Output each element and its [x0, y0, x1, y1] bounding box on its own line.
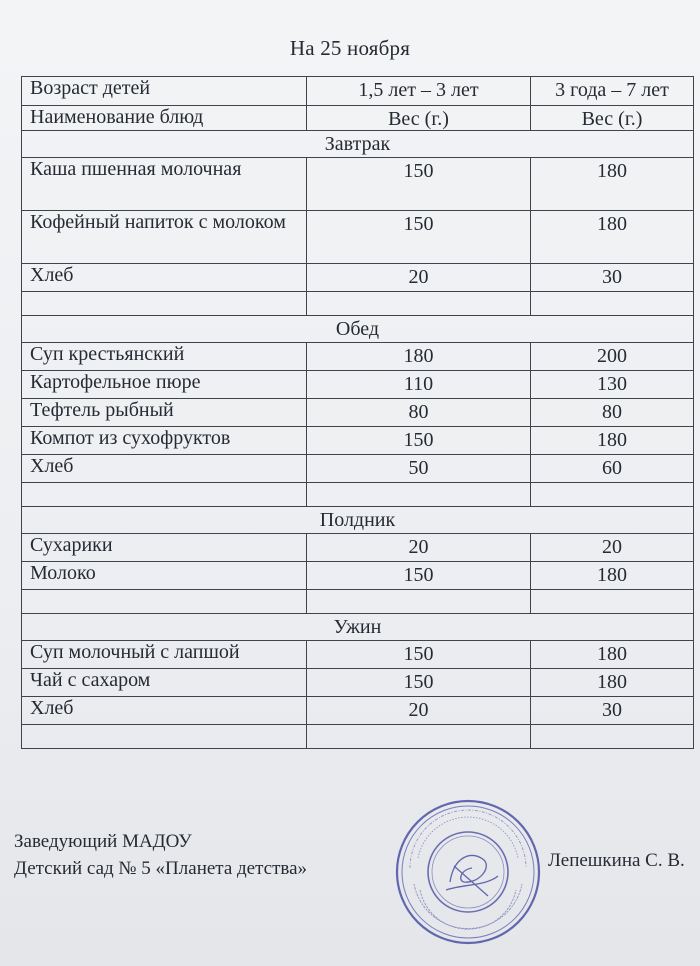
weight-old: 80: [531, 399, 694, 427]
weight-old: 30: [531, 697, 694, 725]
section-breakfast-header: [22, 131, 694, 158]
table-row: [22, 343, 694, 371]
official-stamp-seal: [394, 798, 542, 946]
weight-old-header: Вес (г.): [531, 106, 694, 131]
section-snack-header: [22, 507, 694, 534]
dish-name: Хлеб: [22, 697, 307, 725]
blank-cell: [307, 590, 531, 614]
weight-old: 180: [531, 562, 694, 590]
weight-old: 180: [531, 641, 694, 669]
dish-name: Молоко: [22, 562, 307, 590]
weight-young: 150: [307, 562, 531, 590]
weight-young: 20: [307, 534, 531, 562]
blank-cell: [531, 292, 694, 316]
dish-name: Хлеб: [22, 264, 307, 292]
section-lunch-header: [22, 316, 694, 343]
blank-cell: [22, 292, 307, 316]
page-title: На 25 ноября: [289, 36, 411, 60]
blank-cell: [22, 725, 307, 749]
blank-row: [22, 590, 694, 614]
table-row: [22, 697, 694, 725]
dish-name: Тефтель рыбный: [22, 399, 307, 427]
dish-name: Суп крестьянский: [22, 343, 307, 371]
weight-old: 180: [531, 158, 694, 211]
weight-young: 180: [307, 343, 531, 371]
dish-name: Картофельное пюре: [22, 371, 307, 399]
weight-old: 180: [531, 669, 694, 697]
menu-table: [21, 76, 694, 749]
table-row: [22, 427, 694, 455]
dish-name: Кофейный напиток с молоком: [22, 211, 307, 264]
blank-cell: [22, 590, 307, 614]
table-row: [22, 562, 694, 590]
blank-cell: [22, 483, 307, 507]
section-title: Обед: [22, 316, 694, 343]
footer-position: Заведующий МАДОУ: [14, 831, 192, 852]
footer-signature-block: [14, 828, 307, 882]
weight-old: 60: [531, 455, 694, 483]
blank-cell: [531, 590, 694, 614]
footer-signatory: Лепешкина С. В.: [548, 850, 685, 871]
header-row-age: [22, 77, 694, 106]
dish-name: Каша пшенная молочная: [22, 158, 307, 211]
section-title: Завтрак: [22, 131, 694, 158]
table-row: [22, 399, 694, 427]
weight-young: 150: [307, 158, 531, 211]
header-row-weight: [22, 106, 694, 131]
table-row: [22, 455, 694, 483]
section-title: Ужин: [22, 614, 694, 641]
age-label: Возраст детей: [22, 77, 307, 106]
weight-young: 150: [307, 211, 531, 264]
table-row: [22, 641, 694, 669]
dish-name: Суп молочный с лапшой: [22, 641, 307, 669]
table-row: [22, 534, 694, 562]
weight-old: 180: [531, 427, 694, 455]
weight-old: 180: [531, 211, 694, 264]
blank-row: [22, 292, 694, 316]
dish-name: Чай с сахаром: [22, 669, 307, 697]
weight-young: 150: [307, 669, 531, 697]
weight-young: 80: [307, 399, 531, 427]
age-young-header: 1,5 лет – 3 лет: [307, 77, 531, 106]
footer-organization: Детский сад № 5 «Планета детства»: [14, 858, 308, 879]
blank-cell: [531, 483, 694, 507]
dish-name: Хлеб: [22, 455, 307, 483]
blank-cell: [307, 483, 531, 507]
weight-young: 110: [307, 371, 531, 399]
weight-old: 200: [531, 343, 694, 371]
weight-young-header: Вес (г.): [307, 106, 531, 131]
dish-name: Компот из сухофруктов: [22, 427, 307, 455]
blank-row: [22, 483, 694, 507]
blank-cell: [531, 725, 694, 749]
blank-row: [22, 725, 694, 749]
age-old-header: 3 года – 7 лет: [531, 77, 694, 106]
table-row: [22, 158, 694, 211]
weight-old: 30: [531, 264, 694, 292]
weight-young: 50: [307, 455, 531, 483]
weight-young: 20: [307, 697, 531, 725]
weight-young: 150: [307, 427, 531, 455]
section-dinner-header: [22, 614, 694, 641]
blank-cell: [307, 292, 531, 316]
weight-young: 150: [307, 641, 531, 669]
table-row: [22, 371, 694, 399]
weight-old: 130: [531, 371, 694, 399]
section-title: Полдник: [22, 507, 694, 534]
weight-old: 20: [531, 534, 694, 562]
weight-young: 20: [307, 264, 531, 292]
dish-label: Наименование блюд: [22, 106, 307, 131]
blank-cell: [307, 725, 531, 749]
table-row: [22, 264, 694, 292]
table-row: [22, 211, 694, 264]
table-row: [22, 669, 694, 697]
dish-name: Сухарики: [22, 534, 307, 562]
